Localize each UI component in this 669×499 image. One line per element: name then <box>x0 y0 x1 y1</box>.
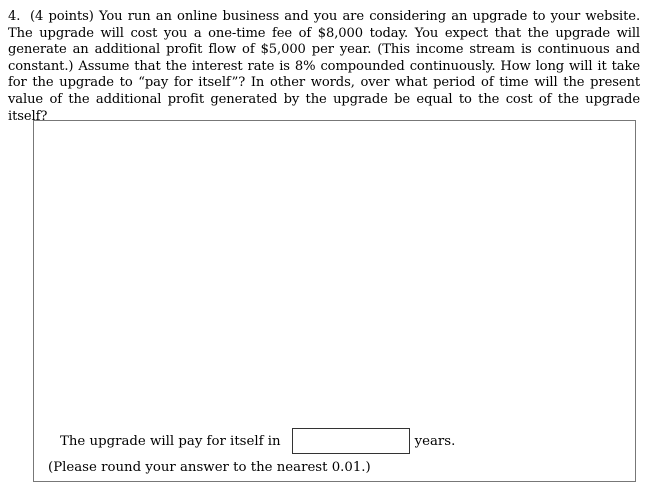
problem-statement <box>8 9 640 125</box>
problem-number: 4. <box>8 9 21 24</box>
answer-prompt: The upgrade will pay for itself in <box>60 433 281 449</box>
answer-area <box>33 120 636 482</box>
answer-line <box>60 428 455 454</box>
rounding-note: (Please round your answer to the nearest 0.01.) <box>48 460 371 475</box>
problem-text: You run an online business and you are considering an upgrade to your website. The upgrade will cost you a one-time fee of $8,000 today. You expect that the upgrade will generate an additional profit flow of $5,000 per year. (This income stream is continuous and constant.) Assume that the interest rate is 8% compounded continuously. How long will it take for the upgrade to “pay for itself”? In other words, over what period of time will the present value of the additional profit generated by the upgrade be equal to the cost of the upgrade itself? <box>8 9 641 124</box>
problem-points: (4 points) <box>30 9 94 24</box>
answer-unit: years. <box>414 433 456 449</box>
answer-input[interactable] <box>292 428 410 454</box>
